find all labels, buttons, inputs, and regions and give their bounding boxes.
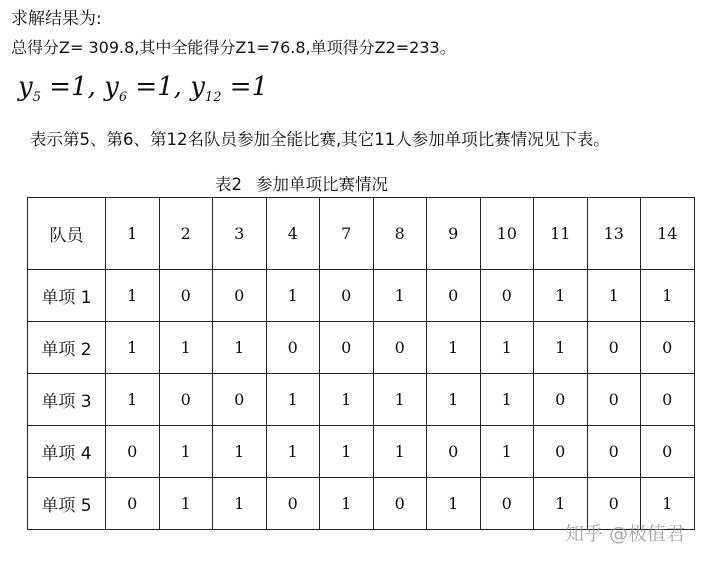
table-cell: 0 bbox=[427, 426, 481, 478]
table-caption bbox=[215, 171, 388, 195]
table-cell: 1 bbox=[106, 322, 160, 374]
table-header-row bbox=[28, 198, 695, 270]
result-heading: 求解结果为: bbox=[11, 9, 102, 29]
event-participation-table bbox=[27, 197, 695, 530]
table-cell: 0 bbox=[480, 478, 534, 530]
table-cell: 0 bbox=[641, 426, 695, 478]
table-row bbox=[28, 426, 695, 478]
table-cell: 1 bbox=[641, 478, 695, 530]
table-cell: 0 bbox=[159, 270, 213, 322]
table-cell: 1 bbox=[266, 270, 320, 322]
table-cell: 1 bbox=[587, 270, 641, 322]
table-cell: 0 bbox=[587, 426, 641, 478]
table-cell: 0 bbox=[587, 322, 641, 374]
header-cell: 1 bbox=[106, 198, 160, 270]
equation-term: $y_6 =1$, bbox=[104, 72, 182, 106]
equation-term: $y_5 =1$, bbox=[18, 72, 96, 106]
row-label: 单项 3 bbox=[28, 374, 106, 426]
table-cell: 0 bbox=[266, 322, 320, 374]
header-cell: 8 bbox=[373, 198, 427, 270]
table-cell: 1 bbox=[106, 374, 160, 426]
caption-number: 表2 bbox=[215, 175, 242, 194]
solution-equation bbox=[18, 72, 268, 105]
table-cell: 1 bbox=[213, 478, 267, 530]
table-cell: 0 bbox=[587, 478, 641, 530]
header-cell: 9 bbox=[427, 198, 481, 270]
table-cell: 1 bbox=[427, 478, 481, 530]
table-cell: 1 bbox=[159, 322, 213, 374]
table-cell: 0 bbox=[213, 270, 267, 322]
table-row bbox=[28, 270, 695, 322]
table-cell: 1 bbox=[373, 426, 427, 478]
table-cell: 1 bbox=[480, 322, 534, 374]
table-cell: 1 bbox=[373, 270, 427, 322]
table-cell: 1 bbox=[320, 426, 374, 478]
watermark: 知乎 @极值君 bbox=[565, 523, 686, 545]
table-cell: 0 bbox=[534, 374, 588, 426]
table-row bbox=[28, 322, 695, 374]
header-cell: 10 bbox=[480, 198, 534, 270]
row-label: 单项 4 bbox=[28, 426, 106, 478]
table-cell: 1 bbox=[641, 270, 695, 322]
table-cell: 1 bbox=[534, 270, 588, 322]
table-cell: 0 bbox=[373, 478, 427, 530]
table-cell: 0 bbox=[587, 374, 641, 426]
table-cell: 0 bbox=[106, 426, 160, 478]
table-cell: 0 bbox=[106, 478, 160, 530]
table-cell: 1 bbox=[534, 322, 588, 374]
table-cell: 0 bbox=[480, 270, 534, 322]
table-cell: 1 bbox=[534, 478, 588, 530]
row-label: 单项 5 bbox=[28, 478, 106, 530]
header-cell: 3 bbox=[213, 198, 267, 270]
table-cell: 1 bbox=[320, 478, 374, 530]
table-cell: 1 bbox=[106, 270, 160, 322]
caption-title: 参加单项比赛情况 bbox=[256, 175, 388, 194]
table-cell: 1 bbox=[266, 426, 320, 478]
table-cell: 1 bbox=[159, 426, 213, 478]
description-text: 表示第5、第6、第12名队员参加全能比赛,其它11人参加单项比赛情况见下表。 bbox=[30, 130, 610, 149]
table-cell: 1 bbox=[213, 322, 267, 374]
header-cell: 13 bbox=[587, 198, 641, 270]
equation-term: $y_{12} =1$ bbox=[190, 72, 269, 106]
header-cell: 4 bbox=[266, 198, 320, 270]
table-cell: 1 bbox=[373, 374, 427, 426]
header-cell: 7 bbox=[320, 198, 374, 270]
table-cell: 0 bbox=[534, 426, 588, 478]
header-cell-member: 队员 bbox=[28, 198, 106, 270]
table-cell: 0 bbox=[159, 374, 213, 426]
score-summary: 总得分Z= 309.8,其中全能得分Z1=76.8,单项得分Z2=233。 bbox=[11, 38, 456, 57]
table-cell: 1 bbox=[213, 426, 267, 478]
table-cell: 1 bbox=[320, 374, 374, 426]
row-label: 单项 1 bbox=[28, 270, 106, 322]
table-cell: 0 bbox=[427, 270, 481, 322]
header-cell: 2 bbox=[159, 198, 213, 270]
table-cell: 1 bbox=[266, 374, 320, 426]
table-cell: 0 bbox=[320, 270, 374, 322]
table-cell: 0 bbox=[373, 322, 427, 374]
table-cell: 0 bbox=[213, 374, 267, 426]
table-cell: 1 bbox=[427, 374, 481, 426]
table-cell: 1 bbox=[480, 374, 534, 426]
table-cell: 0 bbox=[641, 374, 695, 426]
table-cell: 1 bbox=[427, 322, 481, 374]
table-cell: 0 bbox=[641, 322, 695, 374]
table-cell: 0 bbox=[320, 322, 374, 374]
table-cell: 1 bbox=[480, 426, 534, 478]
table-row bbox=[28, 374, 695, 426]
header-cell: 11 bbox=[534, 198, 588, 270]
header-cell: 14 bbox=[641, 198, 695, 270]
row-label: 单项 2 bbox=[28, 322, 106, 374]
table-cell: 1 bbox=[159, 478, 213, 530]
table-cell: 0 bbox=[266, 478, 320, 530]
